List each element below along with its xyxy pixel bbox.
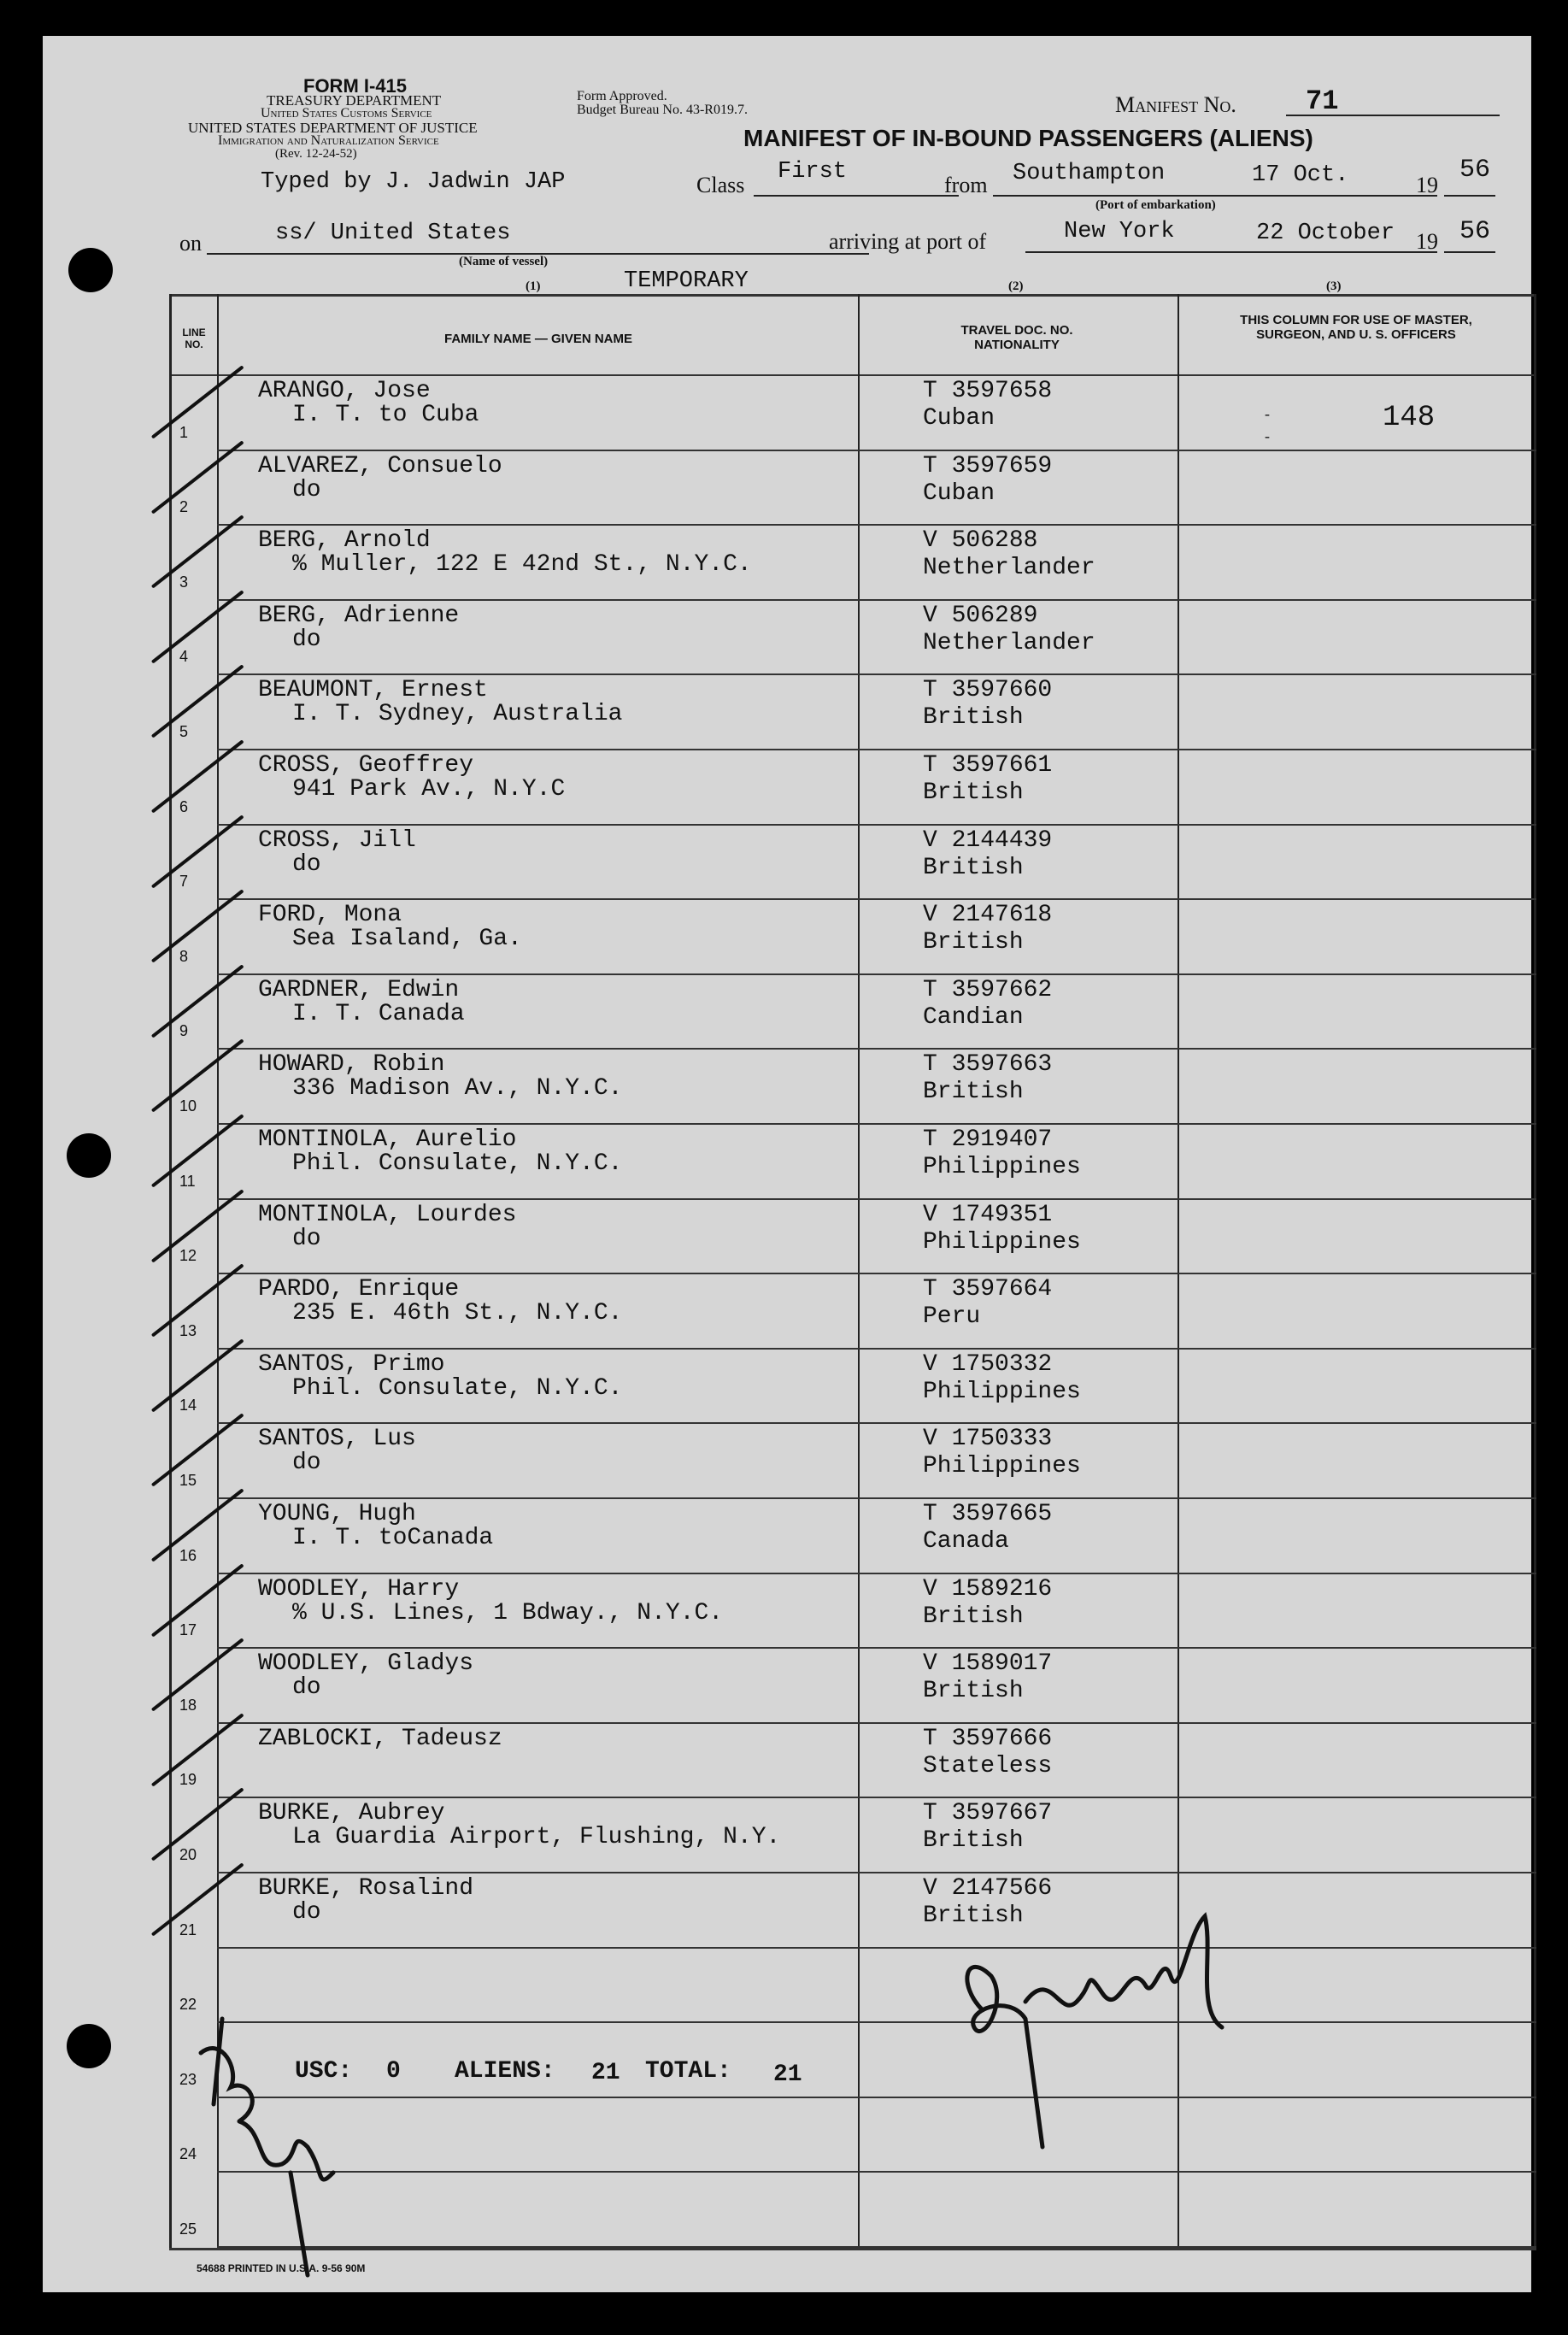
- line-number: 13: [179, 1321, 197, 1339]
- row-divider: [217, 1497, 1536, 1499]
- nationality: British: [923, 1827, 1024, 1855]
- check-mark: [151, 365, 244, 438]
- passenger-note: Sea Isaland, Ga.: [292, 926, 522, 953]
- check-mark: [151, 1263, 244, 1337]
- dept-treasury: TREASURY DEPARTMENT: [267, 92, 442, 109]
- usc-count: 0: [386, 2058, 401, 2085]
- passenger-note: do: [292, 1225, 321, 1252]
- col3-number: (3): [1326, 279, 1342, 293]
- check-mark: [151, 515, 244, 588]
- total-count: 21: [773, 2062, 802, 2088]
- punch-hole: [67, 2024, 111, 2068]
- line-number: 7: [179, 873, 189, 891]
- line-number: 10: [179, 1097, 197, 1115]
- row-divider: [217, 1123, 1536, 1125]
- travel-doc-no: V 506288: [923, 527, 1038, 555]
- aliens-count: 21: [591, 2060, 620, 2086]
- total-label: TOTAL:: [645, 2058, 731, 2085]
- header-travel-doc: TRAVEL DOC. NO. NATIONALITY: [960, 323, 1073, 352]
- passenger-name: MONTINOLA, Aurelio: [258, 1126, 517, 1153]
- passenger-name: PARDO, Enrique: [258, 1276, 460, 1303]
- vessel-name: ss/ United States: [275, 221, 511, 246]
- officer-number: 148: [1383, 402, 1436, 434]
- travel-doc-no: V 506289: [923, 602, 1038, 629]
- line-number: 19: [179, 1771, 197, 1789]
- nationality: British: [923, 1903, 1024, 1929]
- class-value: First: [778, 159, 848, 185]
- check-mark: [151, 1788, 244, 1862]
- line-number: 23: [179, 2070, 197, 2088]
- line-number: 5: [179, 723, 189, 740]
- travel-doc-no: V 1589017: [923, 1650, 1053, 1678]
- officer-dash-2: -: [1265, 427, 1270, 444]
- check-mark: [151, 590, 244, 663]
- line-number: 3: [179, 573, 189, 591]
- passenger-note: I. T. to Cuba: [292, 402, 479, 428]
- passenger-name: BURKE, Rosalind: [258, 1875, 474, 1902]
- port-embark-caption: (Port of embarkation): [1095, 198, 1216, 212]
- check-mark: [151, 815, 244, 888]
- travel-doc-no: T 3597665: [923, 1501, 1053, 1527]
- row-divider: [217, 1422, 1536, 1424]
- line-number: 12: [179, 1247, 197, 1265]
- arrival-year-prefix: 19: [1416, 229, 1438, 254]
- check-mark: [151, 964, 244, 1038]
- row-divider: [217, 1647, 1536, 1649]
- row-divider: [217, 898, 1536, 900]
- travel-doc-no: V 2147618: [923, 902, 1053, 929]
- check-mark: [151, 1563, 244, 1637]
- typed-by: Typed by J. Jadwin JAP: [261, 169, 566, 195]
- travel-doc-no: V 1750332: [923, 1350, 1053, 1378]
- check-mark: [151, 1189, 244, 1262]
- travel-doc-no: T 3597658: [923, 378, 1053, 404]
- row-divider: [217, 1872, 1536, 1873]
- passenger-name: ALVAREZ, Consuelo: [258, 452, 502, 479]
- passenger-name: ZABLOCKI, Tadeusz: [258, 1725, 502, 1752]
- nationality: Netherlander: [923, 555, 1095, 582]
- punch-hole: [68, 248, 113, 292]
- from-label: from: [944, 173, 988, 197]
- passenger-name: BERG, Adrienne: [258, 602, 460, 629]
- arrival-year: 56: [1459, 217, 1491, 246]
- passenger-name: WOODLEY, Harry: [258, 1575, 460, 1603]
- row-divider: [217, 2246, 1536, 2248]
- row-divider: [217, 973, 1536, 975]
- check-mark: [151, 1114, 244, 1187]
- passenger-name: HOWARD, Robin: [258, 1051, 445, 1079]
- passenger-name: BERG, Arnold: [258, 527, 431, 555]
- passenger-name: MONTINOLA, Lourdes: [258, 1201, 517, 1228]
- passenger-name: SANTOS, Lus: [258, 1426, 416, 1453]
- line-number: 2: [179, 498, 189, 516]
- manifest-no-label: Manifest No.: [1115, 92, 1236, 117]
- arrival-port: New York: [1064, 219, 1175, 244]
- nationality: Netherlander: [923, 629, 1095, 656]
- travel-doc-no: V 2147566: [923, 1875, 1053, 1902]
- line-number: 21: [179, 1920, 197, 1938]
- row-divider: [217, 749, 1536, 750]
- line-number: 8: [179, 947, 189, 965]
- class-label: Class: [696, 173, 745, 197]
- dept-customs: United States Customs Service: [261, 106, 432, 121]
- travel-doc-no: T 3597660: [923, 677, 1053, 704]
- temporary-stamp: TEMPORARY: [624, 268, 749, 294]
- passenger-note: do: [292, 850, 321, 878]
- travel-doc-no: T 2919407: [923, 1126, 1053, 1153]
- travel-doc-no: V 1750333: [923, 1426, 1053, 1453]
- line-number: 20: [179, 1846, 197, 1863]
- row-divider: [217, 524, 1536, 526]
- dept-justice: UNITED STATES DEPARTMENT OF JUSTICE: [188, 120, 478, 136]
- passenger-name: CROSS, Geoffrey: [258, 752, 474, 779]
- depart-year: 56: [1459, 156, 1491, 185]
- depart-date: 17 Oct.: [1252, 162, 1349, 188]
- nationality: British: [923, 1079, 1024, 1106]
- nationality: Candian: [923, 1003, 1024, 1031]
- line-number: 22: [179, 1996, 197, 2014]
- row-divider: [217, 450, 1536, 451]
- row-divider: [217, 2021, 1536, 2023]
- row-divider: [217, 1348, 1536, 1350]
- check-mark: [151, 1338, 244, 1412]
- row-divider: [217, 1947, 1536, 1949]
- line-number: 15: [179, 1472, 197, 1489]
- nationality: Philippines: [923, 1378, 1081, 1405]
- manifest-page: [43, 36, 1531, 2292]
- passenger-note: I. T. Canada: [292, 1000, 465, 1027]
- line-number: 4: [179, 648, 189, 666]
- row-divider: [217, 1573, 1536, 1574]
- nationality: Philippines: [923, 1453, 1081, 1480]
- row-divider: [217, 1722, 1536, 1724]
- passenger-name: ARANGO, Jose: [258, 378, 431, 404]
- passenger-note: La Guardia Airport, Flushing, N.Y.: [292, 1824, 781, 1851]
- passenger-note: Phil. Consulate, N.Y.C.: [292, 1150, 623, 1177]
- passenger-note: % U.S. Lines, 1 Bdway., N.Y.C.: [292, 1599, 724, 1626]
- passenger-name: CROSS, Jill: [258, 826, 416, 854]
- row-divider: [217, 1273, 1536, 1274]
- nationality: Cuban: [923, 479, 995, 507]
- budget-bureau: Budget Bureau No. 43-R019.7.: [577, 103, 748, 117]
- vessel-caption: (Name of vessel): [459, 255, 549, 268]
- check-mark: [151, 739, 244, 813]
- passenger-name: GARDNER, Edwin: [258, 976, 460, 1003]
- travel-doc-no: V 1749351: [923, 1201, 1053, 1228]
- line-number: 17: [179, 1621, 197, 1639]
- row-divider: [217, 599, 1536, 601]
- nationality: British: [923, 1603, 1024, 1630]
- passenger-name: YOUNG, Hugh: [258, 1501, 416, 1527]
- passenger-name: FORD, Mona: [258, 902, 402, 929]
- passenger-note: 336 Madison Av., N.Y.C.: [292, 1075, 623, 1103]
- passenger-name: BEAUMONT, Ernest: [258, 677, 488, 704]
- line-number: 16: [179, 1546, 197, 1564]
- row-divider: [217, 2097, 1536, 2098]
- nationality: Stateless: [923, 1752, 1053, 1779]
- form-revision: (Rev. 12-24-52): [275, 147, 357, 161]
- nationality: Peru: [923, 1303, 981, 1331]
- on-label: on: [179, 231, 202, 256]
- print-footer: 54688 PRINTED IN U.S.A. 9-56 90M: [197, 2262, 366, 2274]
- nationality: British: [923, 704, 1024, 732]
- passenger-note: % Muller, 122 E 42nd St., N.Y.C.: [292, 551, 752, 579]
- header-line-no: LINE NO.: [182, 326, 206, 350]
- punch-hole: [67, 1133, 111, 1178]
- travel-doc-no: T 3597659: [923, 452, 1053, 479]
- line-number: 18: [179, 1696, 197, 1714]
- manifest-no: 71: [1306, 85, 1339, 117]
- nationality: Cuban: [923, 405, 995, 432]
- passenger-name: BURKE, Aubrey: [258, 1800, 445, 1827]
- passenger-note: I. T. toCanada: [292, 1525, 494, 1551]
- check-mark: [151, 889, 244, 962]
- line-number: 9: [179, 1022, 189, 1040]
- nationality: Philippines: [923, 1228, 1081, 1256]
- header-officers: THIS COLUMN FOR USE OF MASTER, SURGEON, AND U. S. OFFICERS: [1240, 313, 1472, 342]
- line-number: 24: [179, 2145, 197, 2163]
- check-mark: [151, 440, 244, 514]
- check-mark: [151, 1638, 244, 1711]
- form-number: FORM I-415: [303, 75, 408, 97]
- row-divider: [217, 824, 1536, 826]
- line-number: 1: [179, 423, 189, 441]
- header-name: FAMILY NAME — GIVEN NAME: [443, 332, 633, 346]
- nationality: British: [923, 854, 1024, 881]
- passenger-note: do: [292, 476, 321, 503]
- dept-ins: Immigration and Naturalization Service: [218, 133, 439, 148]
- passenger-note: do: [292, 626, 321, 653]
- line-number: 25: [179, 2220, 197, 2238]
- row-divider: [217, 2171, 1536, 2173]
- passenger-note: do: [292, 1899, 321, 1926]
- row-divider: [217, 1797, 1536, 1798]
- check-mark: [151, 1039, 244, 1113]
- check-mark: [151, 1414, 244, 1487]
- officer-signature: [948, 1882, 1230, 2156]
- nationality: British: [923, 929, 1024, 956]
- col2-number: (2): [1008, 279, 1024, 293]
- travel-doc-no: T 3597662: [923, 976, 1053, 1003]
- inspector-initials: [188, 2002, 376, 2284]
- nationality: British: [923, 1678, 1024, 1705]
- check-mark: [151, 1713, 244, 1786]
- travel-doc-no: T 3597666: [923, 1725, 1053, 1752]
- travel-doc-no: V 1589216: [923, 1575, 1053, 1603]
- line-number: 6: [179, 797, 189, 815]
- travel-doc-no: T 3597661: [923, 752, 1053, 779]
- row-divider: [217, 673, 1536, 675]
- check-mark: [151, 1488, 244, 1562]
- passenger-name: SANTOS, Primo: [258, 1350, 445, 1378]
- line-number: 11: [179, 1172, 196, 1190]
- manifest-title: MANIFEST OF IN-BOUND PASSENGERS (ALIENS): [743, 125, 1313, 151]
- check-mark: [151, 665, 244, 738]
- passenger-note: do: [292, 1674, 321, 1702]
- col1-number: (1): [526, 279, 541, 293]
- travel-doc-no: T 3597664: [923, 1276, 1053, 1303]
- row-divider: [217, 1048, 1536, 1050]
- form-approved: Form Approved.: [577, 89, 667, 103]
- depart-year-prefix: 19: [1416, 173, 1438, 197]
- travel-doc-no: T 3597663: [923, 1051, 1053, 1079]
- passenger-note: Phil. Consulate, N.Y.C.: [292, 1374, 623, 1402]
- nationality: Philippines: [923, 1154, 1081, 1180]
- row-divider: [217, 1198, 1536, 1200]
- check-mark: [151, 1862, 244, 1936]
- aliens-label: ALIENS:: [455, 2058, 555, 2085]
- passenger-note: 941 Park Av., N.Y.C: [292, 776, 566, 803]
- arriving-label: arriving at port of: [829, 229, 987, 254]
- officer-dash-1: -: [1265, 405, 1270, 422]
- from-port: Southampton: [1013, 161, 1166, 186]
- passenger-note: 235 E. 46th St., N.Y.C.: [292, 1300, 623, 1327]
- passenger-note: I. T. Sydney, Australia: [292, 701, 623, 728]
- passenger-note: do: [292, 1450, 321, 1477]
- usc-label: USC:: [295, 2058, 353, 2085]
- passenger-name: WOODLEY, Gladys: [258, 1650, 474, 1678]
- travel-doc-no: T 3597667: [923, 1800, 1053, 1827]
- travel-doc-no: V 2144439: [923, 826, 1053, 854]
- nationality: British: [923, 779, 1024, 806]
- nationality: Canada: [923, 1528, 1009, 1555]
- line-number: 14: [179, 1397, 197, 1415]
- arrival-date: 22 October: [1256, 221, 1395, 246]
